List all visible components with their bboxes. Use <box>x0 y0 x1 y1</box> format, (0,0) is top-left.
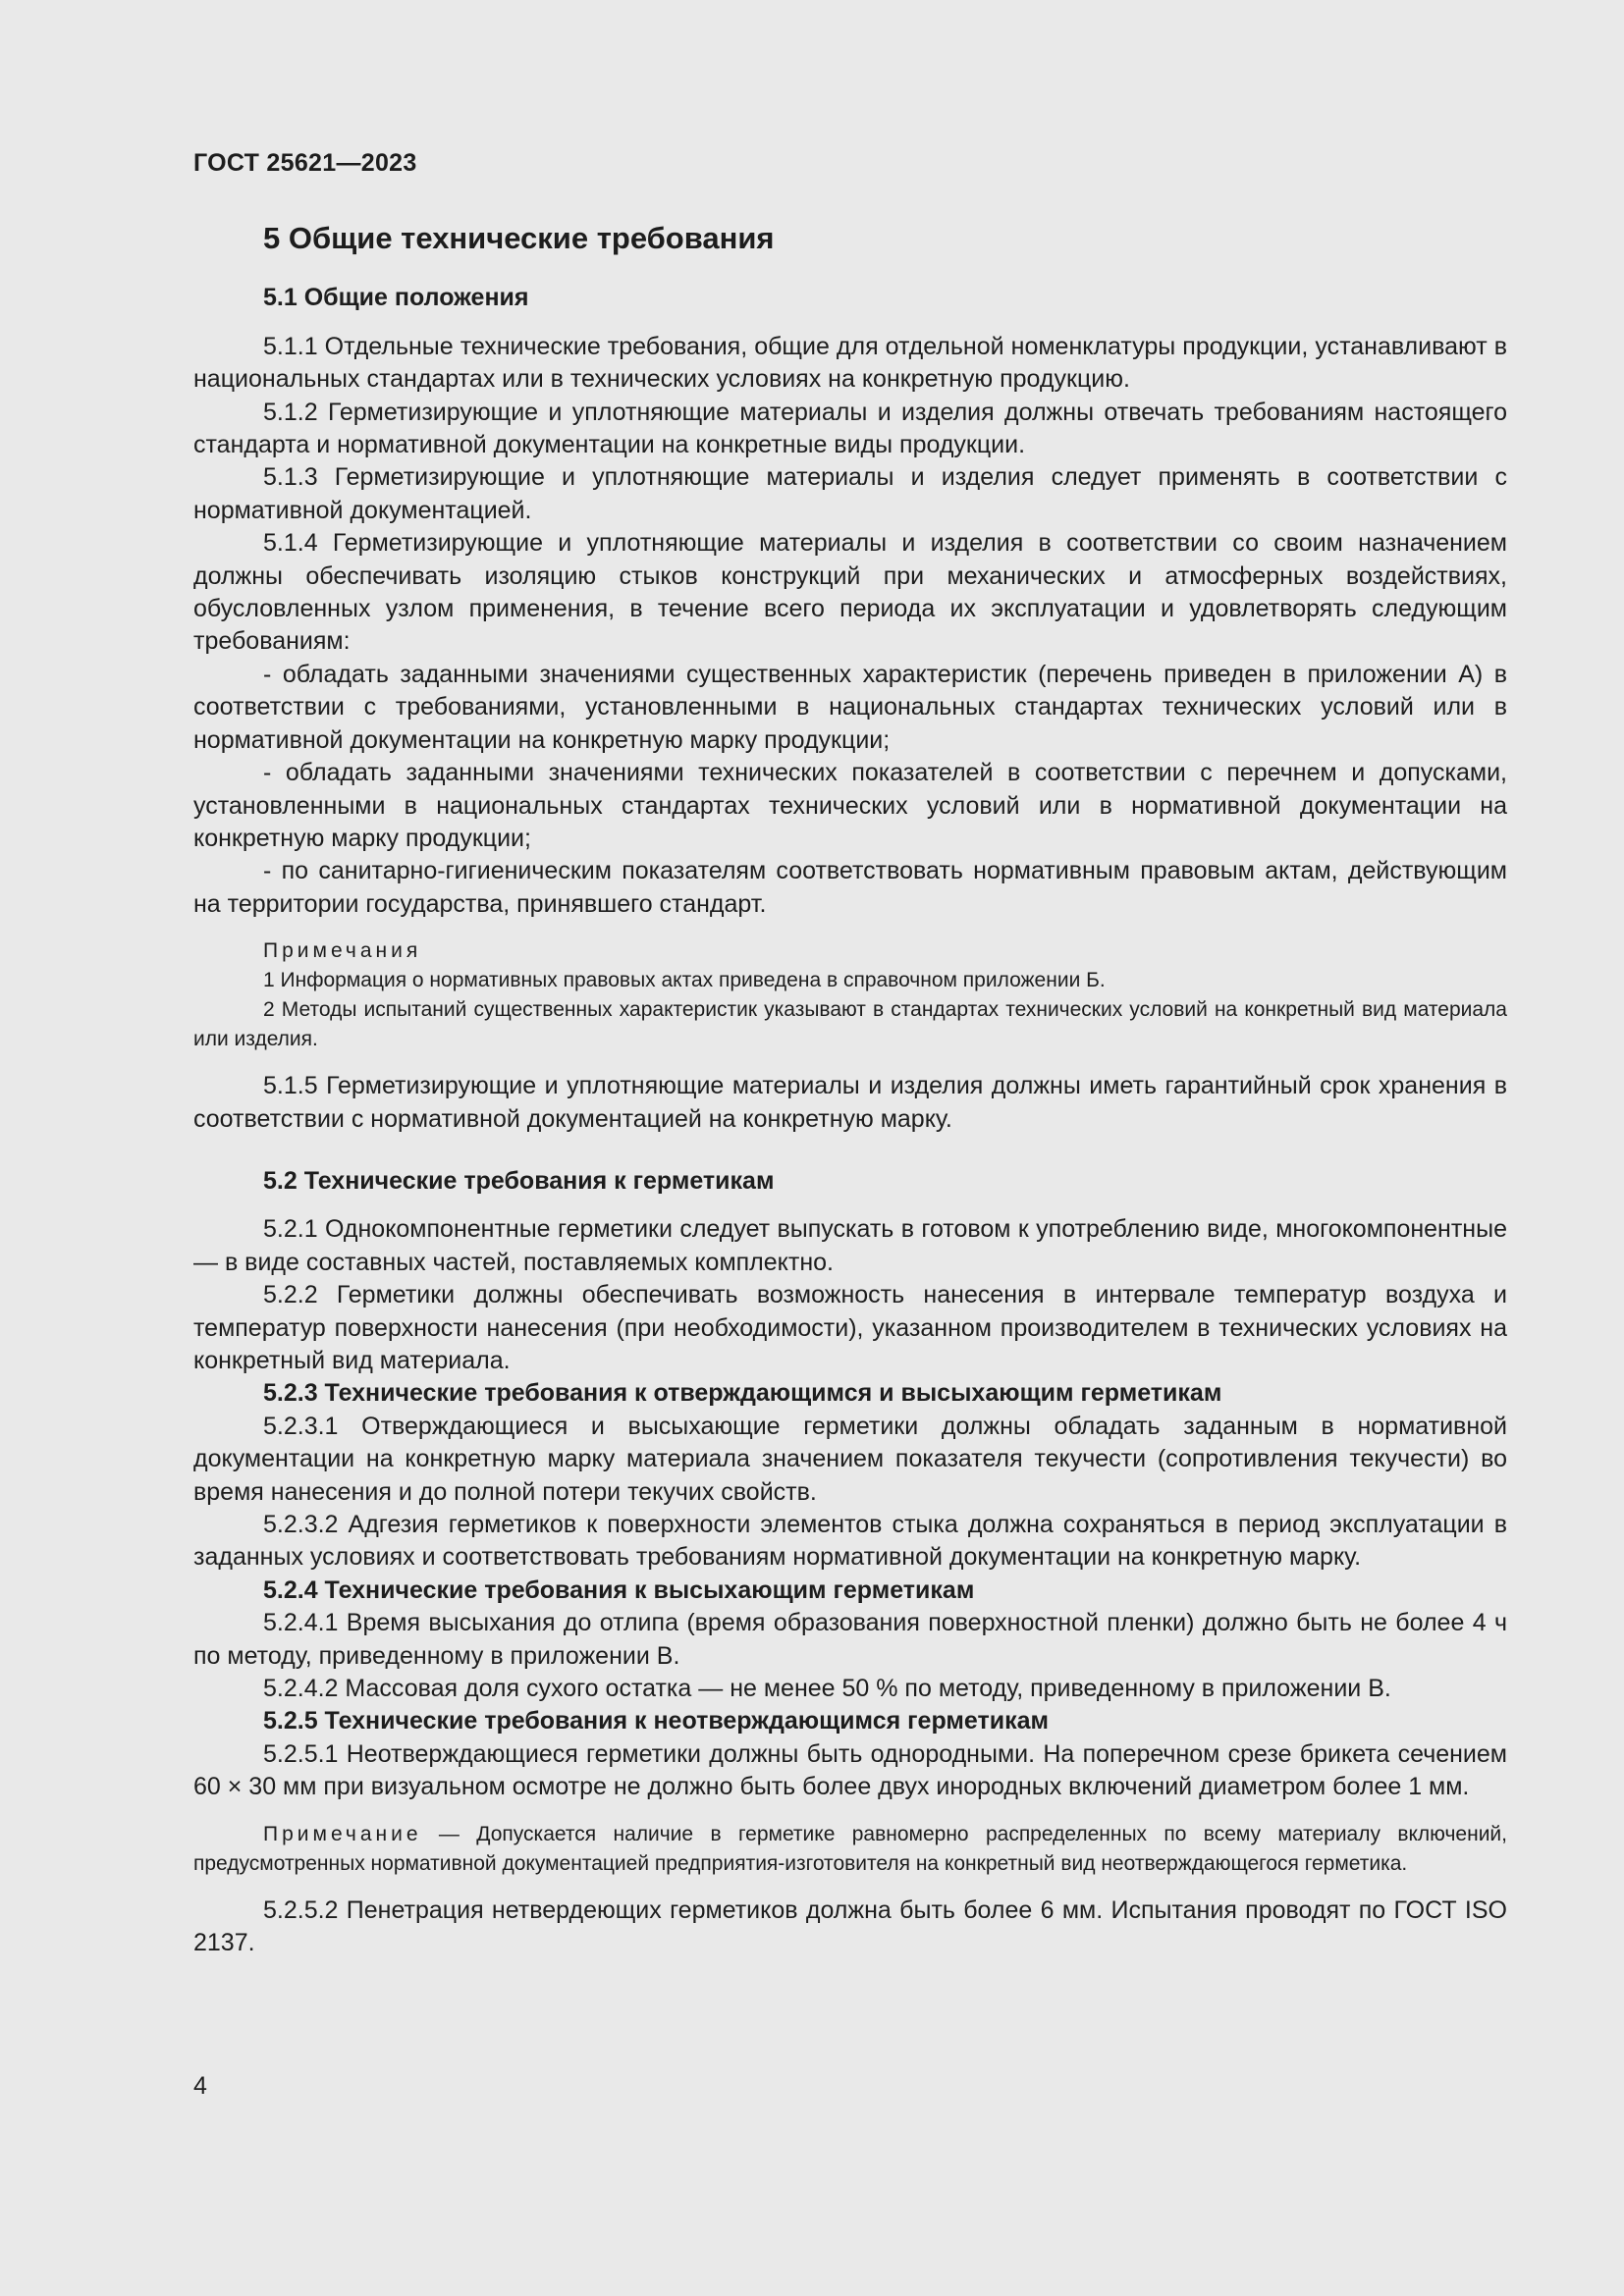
paragraph-5-2-4-2: 5.2.4.2 Массовая доля сухого остатка — не менее 50 % по методу, приведенному в приложении В. <box>263 1675 1391 1703</box>
subsection-5-1-title: 5.1 Общие положения <box>263 284 529 312</box>
paragraph-5-2-1: 5.2.1 Однокомпонентные герметики следует выпускать в готовом к употреблению виде, многокомпонентные — в виде составных частей, поставляемых комплектно. <box>193 1215 1507 1276</box>
list-item: - обладать заданными значениями технических показателей в соответствии с перечнем и допусками, установленными в национальных стандартах технических условий или в нормативной документации на конкретную марку продукции; <box>193 759 1507 852</box>
paragraph-5-1-3: 5.1.3 Герметизирующие и уплотняющие материалы и изделия следует применять в соответствии с нормативной документацией. <box>193 463 1507 524</box>
note-item: 1 Информация о нормативных правовых актах приведена в справочном приложении Б. <box>263 969 1106 992</box>
note-label: Примечание <box>263 1822 422 1845</box>
document-body <box>193 216 1507 1959</box>
paragraph-5-2-3-1: 5.2.3.1 Отверждающиеся и высыхающие герметики должны обладать заданным в нормативной документации на конкретную марку материала значением показателя текучести (сопротивления текучести) во время нанесения и до полной потери текучих свойств. <box>193 1412 1507 1506</box>
paragraph-5-1-4: 5.1.4 Герметизирующие и уплотняющие материалы и изделия в соответствии со своим назначением должны обеспечивать изоляцию стыков конструкций при механических и атмосферных воздействиях, обусловленных узлом применения, в течение всего периода их эксплуатации и удовлетворять следующим требованиям: <box>193 529 1507 656</box>
document-header: ГОСТ 25621—2023 <box>193 149 417 177</box>
note-text: — Допускается наличие в герметике равномерно распределенных по всему материалу включений, предусмотренных нормативной документацией предприятия-изготовителя на конкретный вид неотверждающегося герметика. <box>193 1822 1507 1875</box>
note-block <box>193 1820 1507 1879</box>
paragraph-5-1-2: 5.1.2 Герметизирующие и уплотняющие материалы и изделия должны отвечать требованиям настоящего стандарта и нормативной документации на конкретные виды продукции. <box>193 398 1507 459</box>
paragraph-5-2-2: 5.2.2 Герметики должны обеспечивать возможность нанесения в интервале температур воздуха и температур поверхности нанесения (при необходимости), указанном производителем в технических условиях на конкретный вид материала. <box>193 1281 1507 1374</box>
subsection-5-2-title: 5.2 Технические требования к герметикам <box>263 1166 775 1195</box>
paragraph-5-2-4-1: 5.2.4.1 Время высыхания до отлипа (время образования поверхностной пленки) должно быть не более 4 ч по методу, приведенному в приложении В. <box>193 1609 1507 1670</box>
section-title: 5 Общие технические требования <box>263 221 775 255</box>
notes-title: Примечания <box>263 939 422 963</box>
list-item: - обладать заданными значениями существенных характеристик (перечень приведен в приложении А) в соответствии с требованиями, установленными в национальных стандартах технических условий или в нормативной документации на конкретную марку продукции; <box>193 660 1507 754</box>
paragraph-5-2-5-2: 5.2.5.2 Пенетрация нетвердеющих герметиков должна быть более 6 мм. Испытания проводят по ГОСТ ISO 2137. <box>193 1896 1507 1957</box>
notes-block <box>193 936 1507 1054</box>
page-number: 4 <box>193 2072 207 2100</box>
paragraph-5-1-1: 5.1.1 Отдельные технические требования, общие для отдельной номенклатуры продукции, устанавливают в национальных стандартах или в технических условиях на конкретную продукцию. <box>193 332 1507 394</box>
list-item: - по санитарно-гигиеническим показателям соответствовать нормативным правовым актам, действующим на территории государства, принявшего стандарт. <box>193 857 1507 918</box>
note-item: 2 Методы испытаний существенных характеристик указывают в стандартах технических условий на конкретный вид материала или изделия. <box>193 998 1507 1051</box>
heading-5-2-4: 5.2.4 Технические требования к высыхающим герметикам <box>263 1575 975 1604</box>
paragraph-5-1-5: 5.1.5 Герметизирующие и уплотняющие материалы и изделия должны иметь гарантийный срок хранения в соответствии с нормативной документацией на конкретную марку. <box>193 1072 1507 1133</box>
heading-5-2-5: 5.2.5 Технические требования к неотверждающимся герметикам <box>263 1707 1049 1735</box>
paragraph-5-2-5-1: 5.2.5.1 Неотверждающиеся герметики должны быть однородными. На поперечном срезе брикета сечением 60 × 30 мм при визуальном осмотре не должно быть более двух инородных включений диаметром более 1 мм. <box>193 1739 1507 1801</box>
heading-5-2-3: 5.2.3 Технические требования к отверждающимся и высыхающим герметикам <box>263 1379 1222 1408</box>
note-paragraph <box>193 1820 1507 1879</box>
paragraph-5-2-3-2: 5.2.3.2 Адгезия герметиков к поверхности элементов стыка должна сохраняться в период эксплуатации в заданных условиях и соответствовать требованиям нормативной документации на конкретную марку. <box>193 1511 1507 1572</box>
